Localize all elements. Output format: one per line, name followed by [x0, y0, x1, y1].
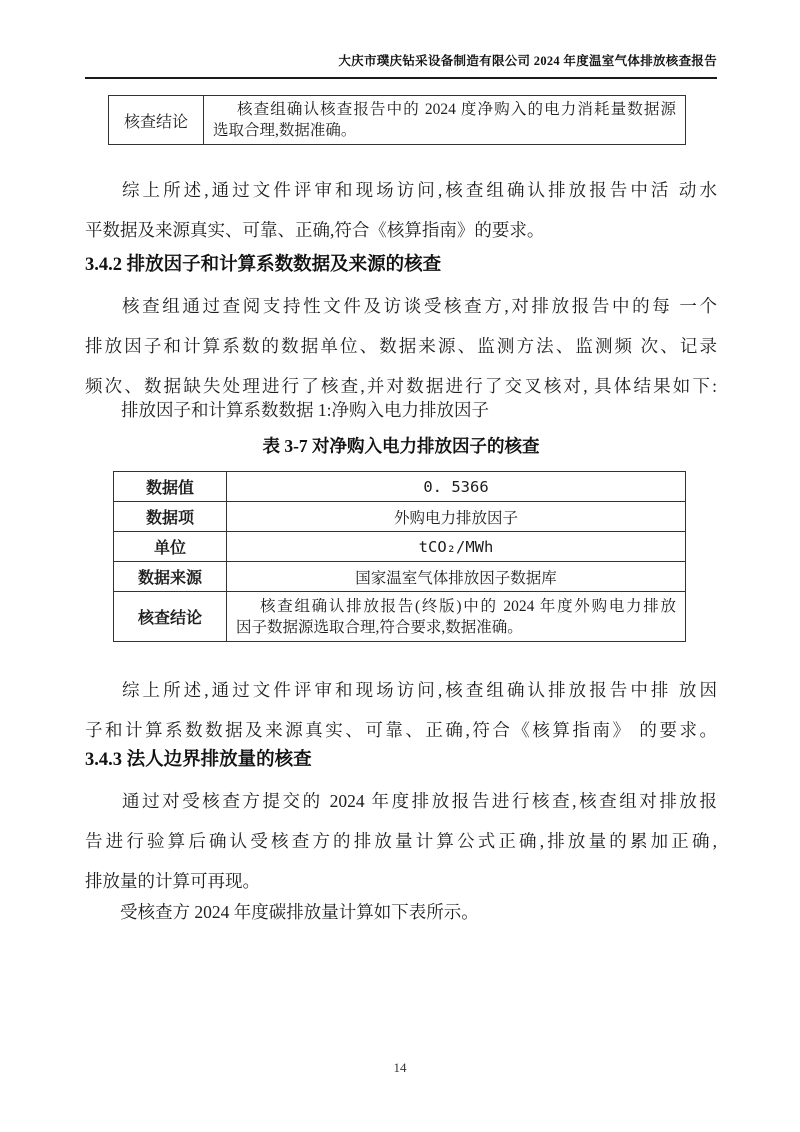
text-line: 排放因子和计算系数的数据单位、数据来源、监测方法、监测频 次、记录 — [85, 336, 717, 356]
page-number: 14 — [393, 1060, 407, 1075]
row-value: 国家温室气体排放因子数据库 — [227, 562, 686, 592]
paragraph-factor-summary — [85, 670, 717, 750]
value-line: 核查组确认排放报告(终版)中的 2024 年度外购电力排放 — [260, 597, 676, 615]
paragraph-boundary-check — [85, 781, 717, 901]
table-row — [114, 562, 686, 592]
text-line: 通过对受核查方提交的 2024 年度排放报告进行核查,核查组对排放报 — [122, 791, 717, 811]
paragraph-emission-intro — [85, 892, 717, 932]
section-heading-343: 3.4.3 法人边界排放量的核查 — [85, 750, 312, 770]
row-value: 0. 5366 — [227, 472, 686, 502]
row-value — [204, 96, 686, 145]
value-line: 选取合理,数据准确。 — [213, 122, 357, 139]
table-row — [114, 472, 686, 502]
text-line: 受核查方 2024 年度碳排放量计算如下表所示。 — [120, 902, 479, 922]
table-row — [114, 532, 686, 562]
paragraph-activity-summary — [85, 170, 717, 250]
table-row — [109, 96, 686, 145]
text-line: 排放量的计算可再现。 — [85, 871, 260, 891]
text-line: 综上所述,通过文件评审和现场访问,核查组确认排放报告中排 放因 — [122, 680, 717, 700]
text-line: 告进行验算后确认受核查方的排放量计算公式正确,排放量的累加正确, — [85, 831, 717, 851]
table-row — [114, 502, 686, 532]
row-label: 核查结论 — [114, 592, 227, 642]
row-label: 数据项 — [114, 502, 227, 532]
text-line: 综上所述,通过文件评审和现场访问,核查组确认排放报告中活 动水 — [122, 180, 717, 200]
row-value: tCO₂/MWh — [227, 532, 686, 562]
table-row — [114, 592, 686, 642]
text-line: 频次、数据缺失处理进行了核查,并对数据进行了交叉核对, 具体结果如下: — [85, 376, 717, 396]
table-37 — [113, 471, 686, 642]
header-divider — [85, 77, 717, 79]
text-line: 平数据及来源真实、可靠、正确,符合《核算指南》的要求。 — [85, 220, 545, 240]
section-heading-342: 3.4.2 排放因子和计算系数数据及来源的核查 — [85, 255, 442, 275]
row-value: 外购电力排放因子 — [227, 502, 686, 532]
factor-intro — [85, 390, 717, 430]
row-label: 数据值 — [114, 472, 227, 502]
text-line: 核查组通过查阅支持性文件及访谈受核查方,对排放报告中的每 一个 — [122, 296, 717, 316]
text-line: 排放因子和计算系数数据 1:净购入电力排放因子 — [121, 400, 489, 420]
row-value — [227, 592, 686, 642]
paragraph-factor-check — [85, 286, 717, 406]
row-label: 单位 — [114, 532, 227, 562]
value-line: 因子数据源选取合理,符合要求,数据准确。 — [236, 618, 523, 636]
table-37-title: 表 3-7 对净购入电力排放因子的核查 — [262, 436, 540, 456]
header-title: 大庆市璞庆钻采设备制造有限公司 2024 年度温室气体排放核查报告 — [338, 54, 717, 68]
row-label: 数据来源 — [114, 562, 227, 592]
row-label: 核查结论 — [109, 96, 204, 145]
value-line: 核查组确认核查报告中的 2024 度净购入的电力消耗量数据源 — [237, 101, 676, 118]
text-line: 子和计算系数数据及来源真实、可靠、正确,符合《核算指南》 的要求。 — [85, 720, 717, 740]
conclusion-summary-table — [108, 95, 686, 145]
